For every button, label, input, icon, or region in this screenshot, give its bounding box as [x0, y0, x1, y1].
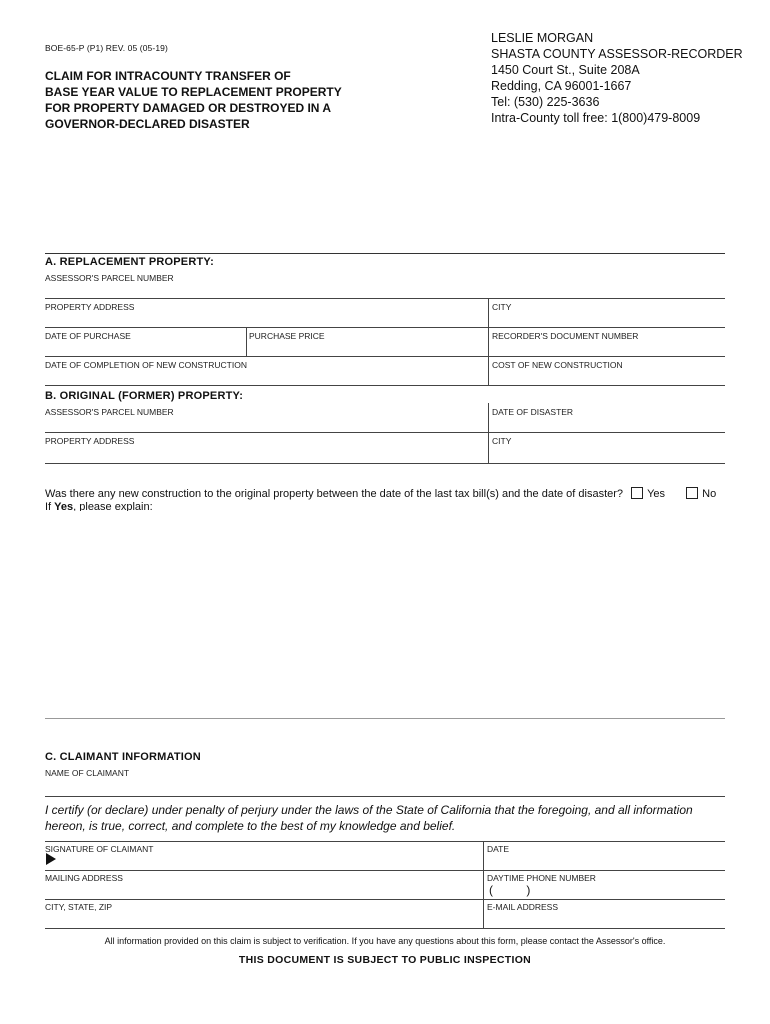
divider: [45, 796, 725, 797]
form-number: BOE-65-P (P1) REV. 05 (05-19): [45, 43, 168, 53]
divider: [45, 841, 725, 842]
divider: [45, 356, 725, 357]
assessor-line: LESLIE MORGAN: [491, 31, 594, 45]
title-line: BASE YEAR VALUE TO REPLACEMENT PROPERTY: [45, 85, 342, 99]
phone-area-code[interactable]: ( ): [489, 883, 531, 897]
divider: [45, 899, 725, 900]
assessor-line: SHASTA COUNTY ASSESSOR-RECORDER: [491, 47, 743, 61]
no-label: No: [702, 488, 717, 500]
section-a-heading: A. REPLACEMENT PROPERTY:: [45, 256, 214, 268]
new-construction-question: [45, 487, 716, 500]
email-field[interactable]: E-MAIL ADDRESS: [487, 902, 559, 912]
explain-prefix: If: [45, 501, 55, 511]
assessor-line: Tel: (530) 225-3636: [491, 95, 600, 109]
divider: [45, 298, 725, 299]
question-text: Was there any new construction to the original property between the date of the last tax bill(s) and the date of disaster?: [45, 488, 624, 500]
section-a-top-rule: [45, 253, 725, 254]
column-divider: [488, 403, 489, 463]
divider: [45, 870, 725, 871]
city-state-zip-field[interactable]: CITY, STATE, ZIP: [45, 902, 113, 912]
completion-date-field[interactable]: DATE OF COMPLETION OF NEW CONSTRUCTION: [45, 360, 247, 370]
apn-field-a[interactable]: ASSESSOR'S PARCEL NUMBER: [45, 273, 174, 283]
yes-label: Yes: [647, 488, 666, 500]
column-divider: [483, 841, 484, 928]
column-divider: [488, 298, 489, 385]
divider: [45, 385, 725, 386]
apn-field-b[interactable]: ASSESSOR'S PARCEL NUMBER: [45, 407, 174, 417]
no-checkbox[interactable]: [686, 487, 698, 499]
title-line: CLAIM FOR INTRACOUNTY TRANSFER OF: [45, 69, 291, 83]
assessor-line: Intra-County toll free: 1(800)479-8009: [491, 111, 701, 125]
column-divider: [246, 327, 247, 356]
mailing-address-field[interactable]: MAILING ADDRESS: [45, 873, 123, 883]
date-of-purchase-field[interactable]: DATE OF PURCHASE: [45, 331, 131, 341]
divider: [45, 463, 725, 464]
explain-instruction: [45, 501, 153, 511]
yes-checkbox[interactable]: [631, 487, 643, 499]
explanation-area[interactable]: [45, 512, 725, 717]
property-address-field-a[interactable]: PROPERTY ADDRESS: [45, 302, 135, 312]
verification-note: All information provided on this claim is subject to verification. If you have any questions about this form, please contact the Assessor's office.: [104, 936, 666, 946]
assessor-address-block: [491, 30, 743, 126]
certification-statement: I certify (or declare) under penalty of perjury under the laws of the State of California that the foregoing, and all information hereon, is true, correct, and complete to the best of my knowledge and belief.: [45, 803, 693, 833]
form-title: [45, 68, 375, 132]
signature-arrow-icon: [46, 853, 56, 865]
city-field-a[interactable]: CITY: [492, 302, 512, 312]
explain-bold: Yes: [54, 501, 74, 511]
section-b-heading: B. ORIGINAL (FORMER) PROPERTY:: [45, 390, 244, 402]
daytime-phone-field[interactable]: DAYTIME PHONE NUMBER: [487, 873, 596, 883]
assessor-line: 1450 Court St., Suite 208A: [491, 63, 640, 77]
explanation-line: [45, 718, 725, 719]
divider: [45, 327, 725, 328]
signature-field[interactable]: SIGNATURE OF CLAIMANT: [45, 844, 154, 854]
section-c-heading: C. CLAIMANT INFORMATION: [45, 751, 201, 763]
date-of-disaster-field[interactable]: DATE OF DISASTER: [492, 407, 574, 417]
title-line: GOVERNOR-DECLARED DISASTER: [45, 117, 250, 131]
property-address-field-b[interactable]: PROPERTY ADDRESS: [45, 436, 135, 446]
divider: [45, 432, 725, 433]
divider: [45, 928, 725, 929]
claimant-name-field[interactable]: NAME OF CLAIMANT: [45, 768, 130, 778]
recorder-document-number-field[interactable]: RECORDER'S DOCUMENT NUMBER: [492, 331, 639, 341]
public-inspection-notice: THIS DOCUMENT IS SUBJECT TO PUBLIC INSPECTION: [238, 954, 532, 966]
assessor-line: Redding, CA 96001-1667: [491, 79, 632, 93]
city-field-b[interactable]: CITY: [492, 436, 512, 446]
purchase-price-field[interactable]: PURCHASE PRICE: [249, 331, 325, 341]
explain-suffix: , please explain:: [73, 501, 153, 511]
date-field[interactable]: DATE: [487, 844, 510, 854]
title-line: FOR PROPERTY DAMAGED OR DESTROYED IN A: [45, 101, 332, 115]
cost-new-construction-field[interactable]: COST OF NEW CONSTRUCTION: [492, 360, 623, 370]
